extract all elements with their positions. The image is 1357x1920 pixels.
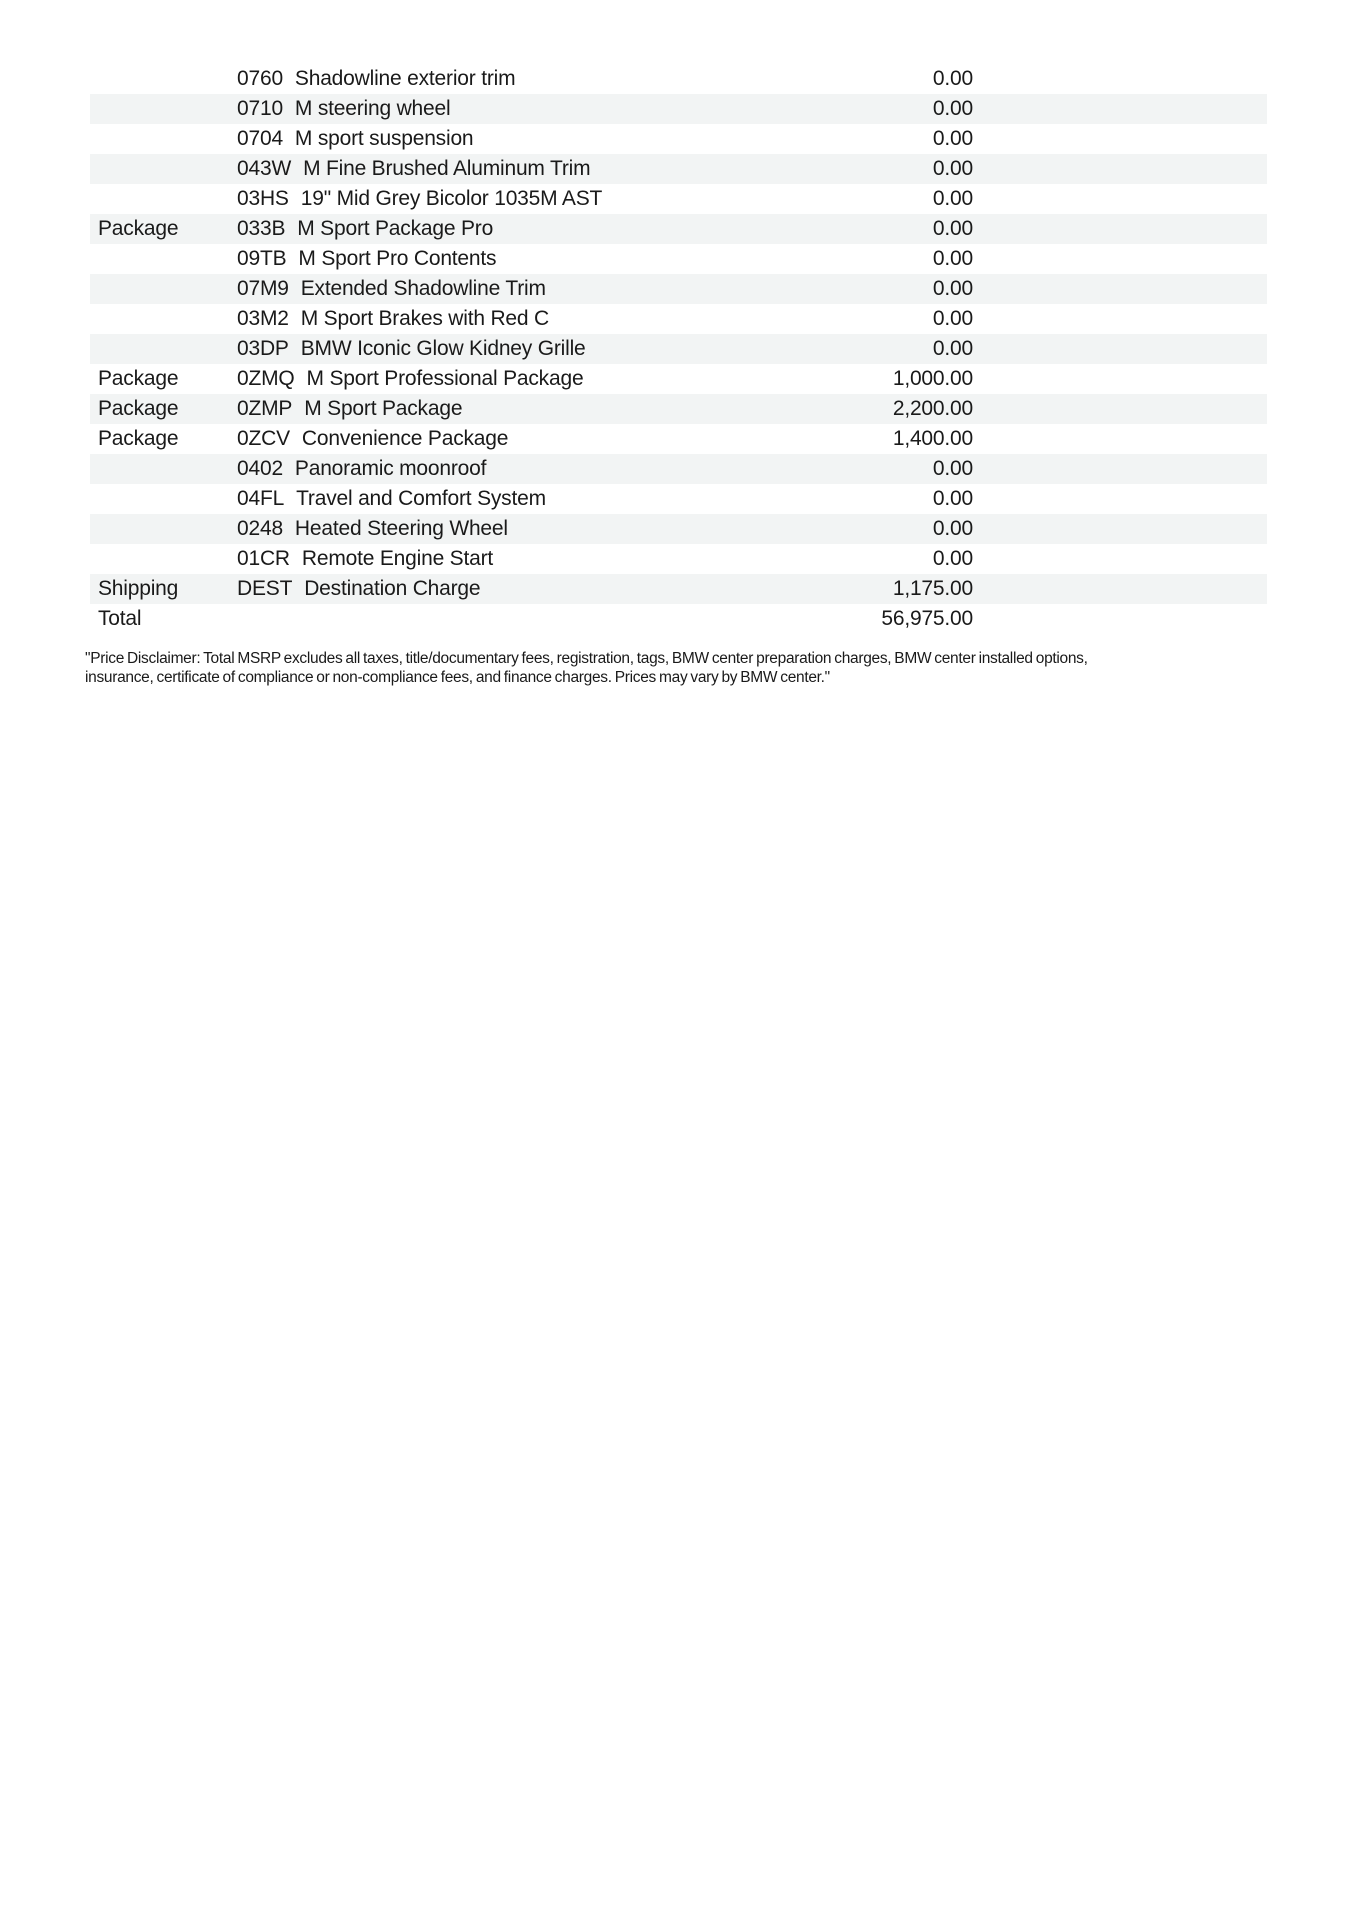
table-row bbox=[90, 214, 1267, 244]
row-description bbox=[237, 97, 687, 121]
row-description bbox=[237, 247, 687, 271]
option-code: 0ZCV bbox=[237, 427, 290, 450]
table-row bbox=[90, 64, 1267, 94]
row-category: Package bbox=[98, 397, 179, 420]
table-row bbox=[90, 274, 1267, 304]
row-price: 2,200.00 bbox=[892, 397, 973, 420]
table-row bbox=[90, 124, 1267, 154]
option-code: DEST bbox=[237, 577, 293, 600]
row-description bbox=[237, 337, 687, 361]
table-row bbox=[90, 304, 1267, 334]
row-description bbox=[237, 577, 687, 601]
row-price: 0.00 bbox=[932, 517, 973, 540]
row-price: 0.00 bbox=[932, 457, 973, 480]
option-name: Remote Engine Start bbox=[301, 547, 494, 570]
row-category: Package bbox=[98, 367, 179, 390]
table-row bbox=[90, 94, 1267, 124]
table-row bbox=[90, 574, 1267, 604]
row-description bbox=[237, 67, 687, 91]
row-description bbox=[237, 307, 687, 331]
row-description bbox=[237, 607, 687, 631]
row-description bbox=[237, 427, 687, 451]
option-name: Extended Shadowline Trim bbox=[300, 277, 546, 300]
table-row bbox=[90, 394, 1267, 424]
row-price: 0.00 bbox=[932, 247, 973, 270]
option-code: 03HS bbox=[237, 187, 289, 210]
option-name: M Sport Professional Package bbox=[306, 367, 584, 390]
table-row bbox=[90, 424, 1267, 454]
option-name: M Sport Package Pro bbox=[297, 217, 494, 240]
option-code: 043W bbox=[237, 157, 292, 180]
option-code: 0402 bbox=[237, 457, 283, 480]
row-price: 0.00 bbox=[932, 67, 973, 90]
option-name: M Fine Brushed Aluminum Trim bbox=[303, 157, 591, 180]
table-row bbox=[90, 364, 1267, 394]
options-table bbox=[90, 64, 1267, 634]
option-name: Shadowline exterior trim bbox=[294, 67, 516, 90]
option-code: 07M9 bbox=[237, 277, 289, 300]
row-price: 0.00 bbox=[932, 277, 973, 300]
option-code: 033B bbox=[237, 217, 286, 240]
table-row bbox=[90, 244, 1267, 274]
option-code: 0704 bbox=[237, 127, 283, 150]
disclaimer-text: "Price Disclaimer: Total MSRP excludes all taxes, title/documentary fees, registration, tags, BMW center preparation charges, BMW center installed options, insurance, certificate of compliance or non-compliance fees, and finance charges. Prices may vary by BMW center." bbox=[85, 650, 1088, 686]
table-row bbox=[90, 514, 1267, 544]
option-name: Convenience Package bbox=[301, 427, 509, 450]
row-description bbox=[237, 277, 687, 301]
row-category: Package bbox=[98, 217, 179, 240]
row-description bbox=[237, 517, 687, 541]
table-row bbox=[90, 544, 1267, 574]
row-description bbox=[237, 217, 687, 241]
row-category: Shipping bbox=[98, 577, 179, 600]
row-category: Total bbox=[98, 607, 142, 630]
option-code: 0ZMQ bbox=[237, 367, 295, 390]
row-price: 56,975.00 bbox=[881, 607, 973, 630]
row-description bbox=[237, 157, 687, 181]
table-row bbox=[90, 484, 1267, 514]
option-code: 04FL bbox=[237, 487, 285, 510]
row-price: 1,000.00 bbox=[892, 367, 973, 390]
option-name: Panoramic moonroof bbox=[294, 457, 487, 480]
option-name: Destination Charge bbox=[304, 577, 481, 600]
option-name: M Sport Pro Contents bbox=[298, 247, 497, 270]
table-row bbox=[90, 334, 1267, 364]
row-description bbox=[237, 487, 687, 511]
row-price: 1,175.00 bbox=[892, 577, 973, 600]
row-price: 0.00 bbox=[932, 307, 973, 330]
row-description bbox=[237, 367, 687, 391]
row-description bbox=[237, 397, 687, 421]
option-code: 0710 bbox=[237, 97, 283, 120]
option-name: M sport suspension bbox=[294, 127, 474, 150]
table-row bbox=[90, 604, 1267, 634]
option-name: Travel and Comfort System bbox=[296, 487, 546, 510]
option-code: 09TB bbox=[237, 247, 287, 270]
table-row bbox=[90, 454, 1267, 484]
option-code: 03M2 bbox=[237, 307, 289, 330]
row-price: 0.00 bbox=[932, 127, 973, 150]
option-name: M steering wheel bbox=[294, 97, 451, 120]
row-price: 0.00 bbox=[932, 187, 973, 210]
option-code: 03DP bbox=[237, 337, 289, 360]
row-price: 0.00 bbox=[932, 217, 973, 240]
row-price: 0.00 bbox=[932, 547, 973, 570]
row-price: 0.00 bbox=[932, 97, 973, 120]
option-name: M Sport Package bbox=[304, 397, 463, 420]
row-category: Package bbox=[98, 427, 179, 450]
row-price: 1,400.00 bbox=[892, 427, 973, 450]
row-description bbox=[237, 127, 687, 151]
option-name: Heated Steering Wheel bbox=[294, 517, 508, 540]
option-code: 0ZMP bbox=[237, 397, 293, 420]
row-description bbox=[237, 187, 687, 211]
option-code: 0760 bbox=[237, 67, 283, 90]
table-row bbox=[90, 184, 1267, 214]
option-code: 0248 bbox=[237, 517, 283, 540]
row-description bbox=[237, 547, 687, 571]
row-price: 0.00 bbox=[932, 487, 973, 510]
option-name: 19" Mid Grey Bicolor 1035M AST bbox=[300, 187, 603, 210]
table-row bbox=[90, 154, 1267, 184]
row-price: 0.00 bbox=[932, 337, 973, 360]
option-name: BMW Iconic Glow Kidney Grille bbox=[300, 337, 586, 360]
row-description bbox=[237, 457, 687, 481]
option-name: M Sport Brakes with Red C bbox=[300, 307, 549, 330]
option-code: 01CR bbox=[237, 547, 290, 570]
row-price: 0.00 bbox=[932, 157, 973, 180]
